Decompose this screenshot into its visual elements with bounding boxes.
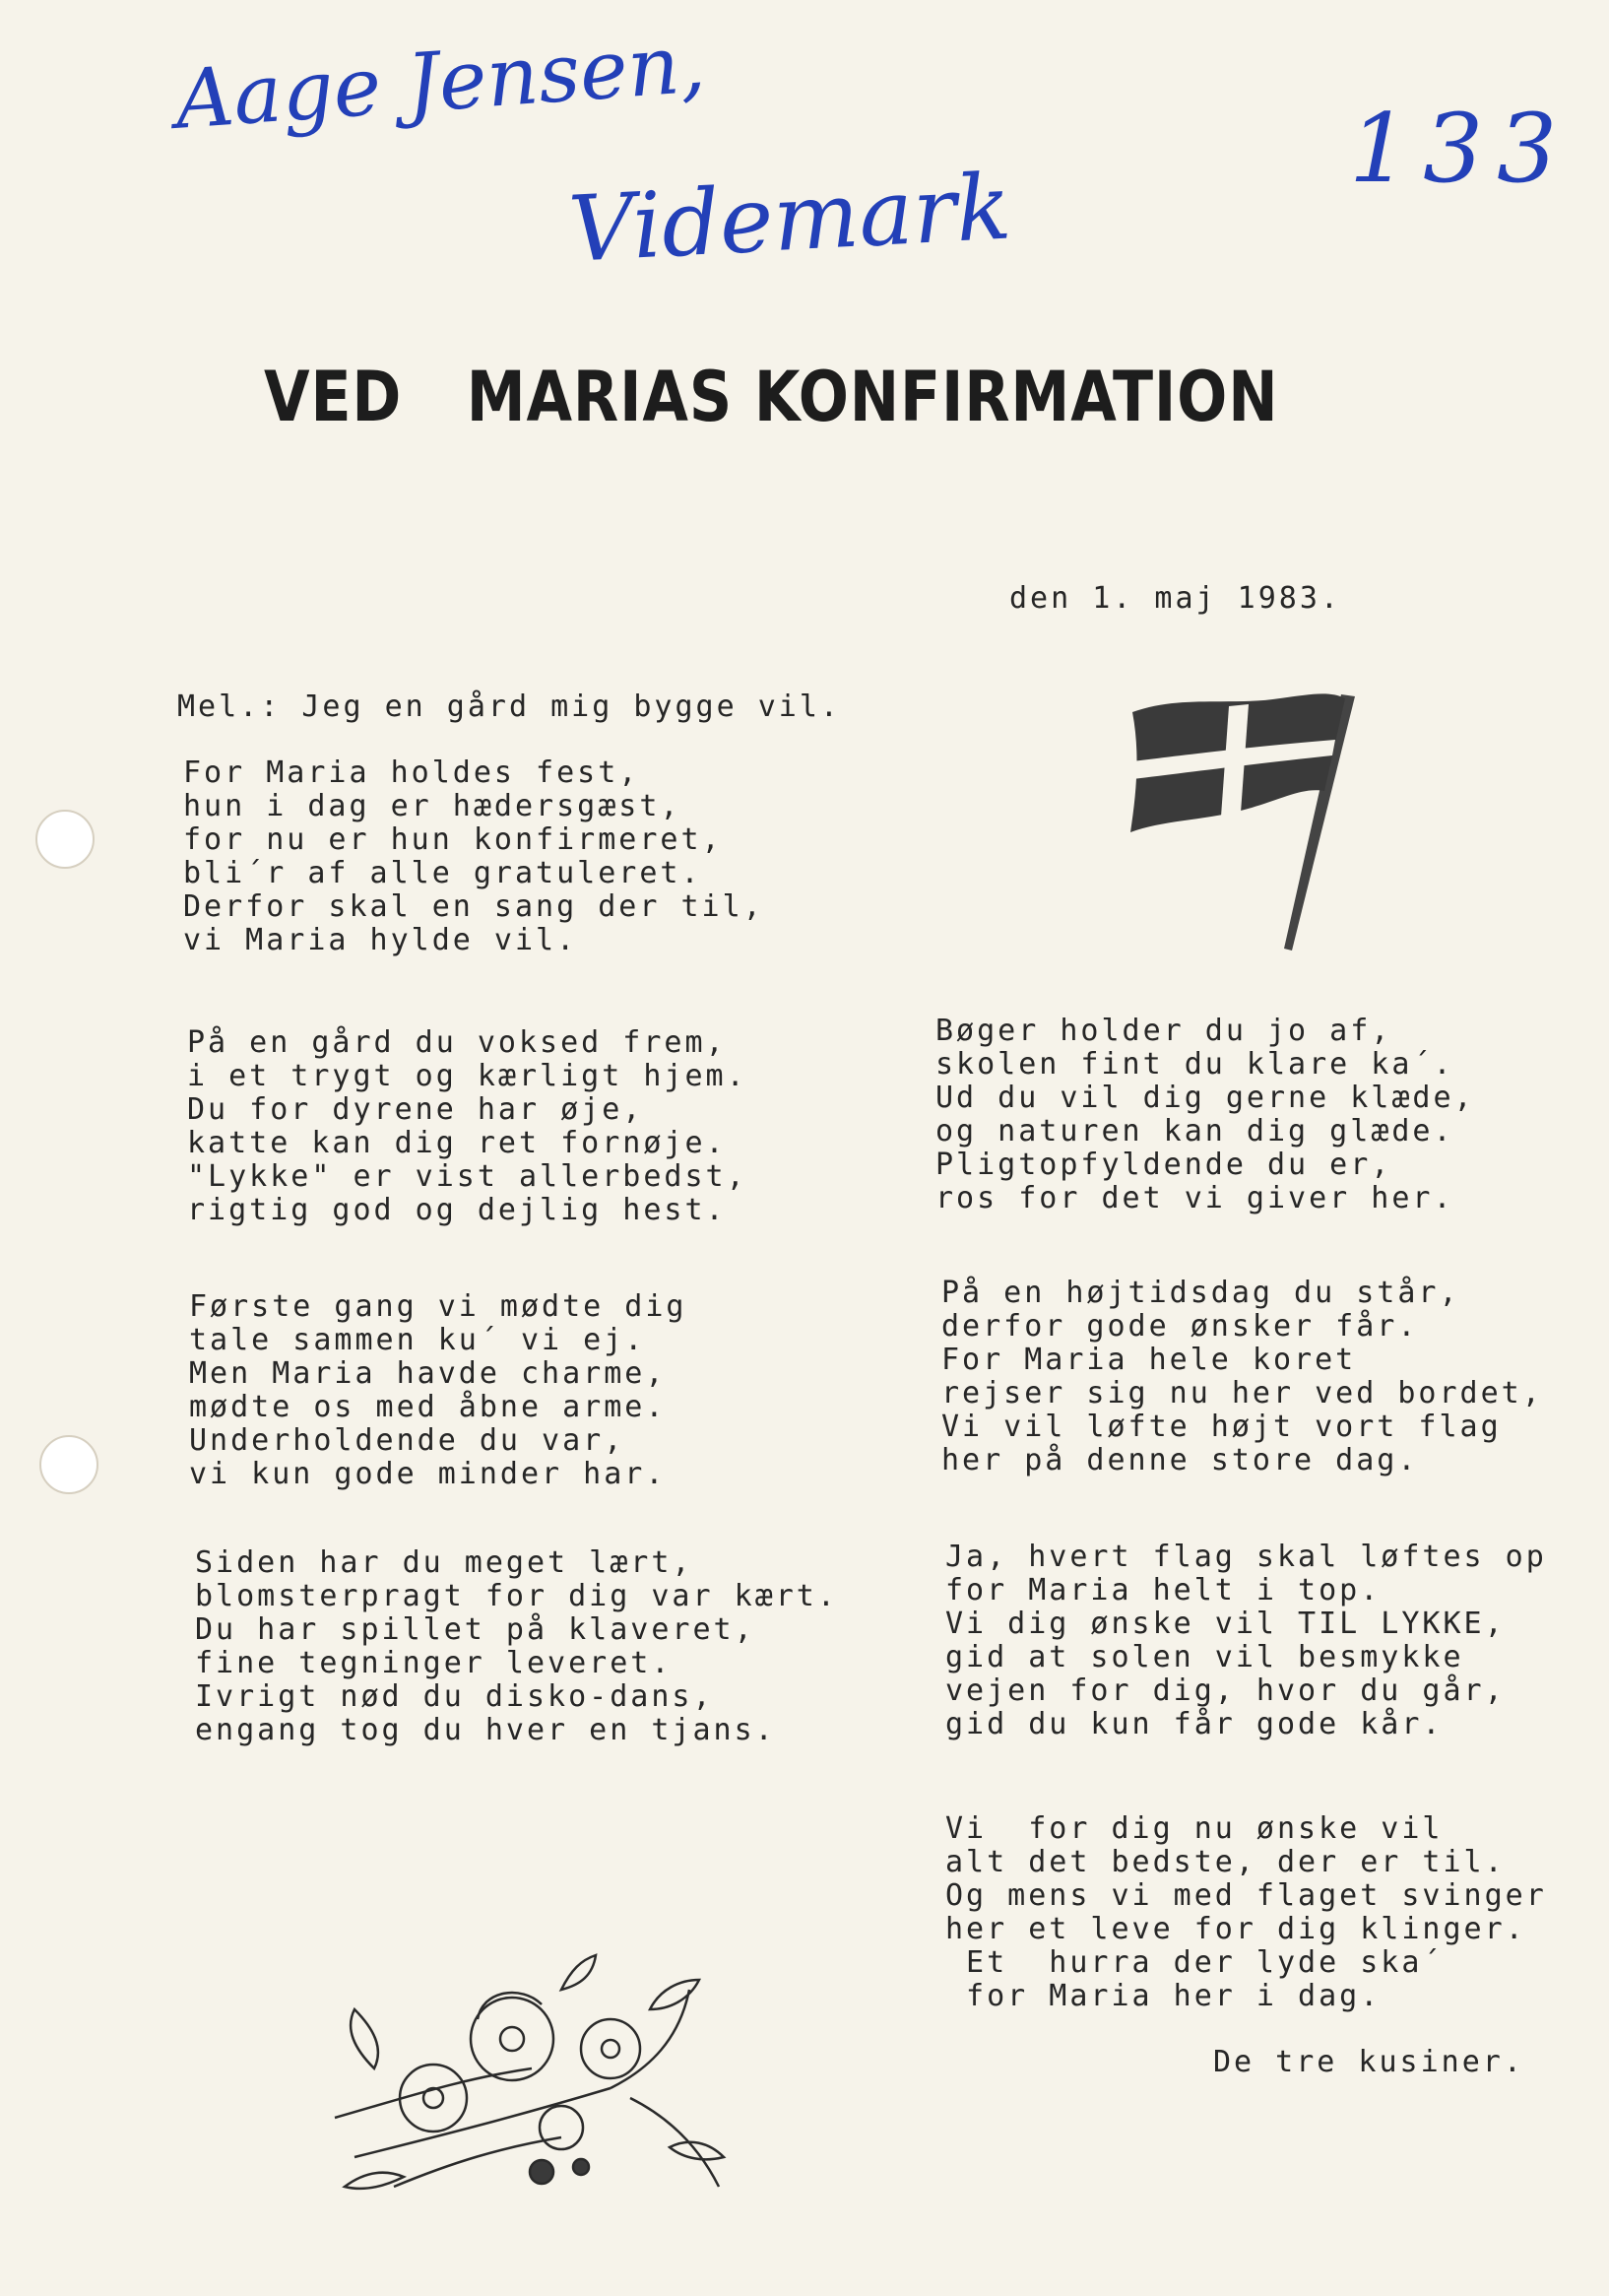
verse-line: her et leve for dig klinger. bbox=[945, 1912, 1526, 1946]
right-stanza-1 bbox=[935, 1015, 1475, 1215]
left-stanza-1 bbox=[183, 756, 764, 957]
verse-line: derfor gode ønsker får. bbox=[941, 1309, 1419, 1344]
leaf bbox=[561, 1955, 596, 1990]
verse-line: Bøger holder du jo af, bbox=[935, 1014, 1392, 1048]
verse-line: for Maria her i dag. bbox=[945, 1979, 1382, 2013]
verse-line: katte kan dig ret fornøje. bbox=[187, 1126, 727, 1160]
handwritten-place: Videmark bbox=[566, 154, 1014, 283]
punch-hole-top bbox=[35, 810, 95, 869]
verse-line: Ja, hvert flag skal løftes op bbox=[945, 1540, 1547, 1574]
verse-line: Du for dyrene har øje, bbox=[187, 1092, 644, 1127]
handwritten-name: Aage Jensen, bbox=[172, 17, 709, 148]
verse-line: hun i dag er hædersgæst, bbox=[183, 789, 681, 823]
berry bbox=[573, 2159, 589, 2175]
verse-line: gid du kun får gode kår. bbox=[945, 1707, 1444, 1741]
flower-center bbox=[500, 2027, 524, 2051]
verse-line: tale sammen ku´ vi ej. bbox=[189, 1323, 646, 1357]
verse-line: vi Maria hylde vil. bbox=[183, 923, 578, 957]
left-stanza-4 bbox=[195, 1546, 838, 1747]
flag-icon bbox=[1123, 685, 1359, 960]
flower-petal bbox=[400, 2065, 467, 2132]
leaf bbox=[650, 1980, 699, 2009]
verse-line: rejser sig nu her ved bordet, bbox=[941, 1376, 1543, 1410]
verse-line: blomsterpragt for dig var kært. bbox=[195, 1579, 838, 1613]
verse-line: Siden har du meget lært, bbox=[195, 1545, 693, 1580]
handwritten-number: 133 bbox=[1349, 94, 1572, 204]
verse-line: Men Maria havde charme, bbox=[189, 1356, 667, 1391]
verse-line: Pligtopfyldende du er, bbox=[935, 1148, 1392, 1182]
flower-petal bbox=[471, 1998, 553, 2080]
verse-line: i et trygt og kærligt hjem. bbox=[187, 1059, 747, 1093]
verse-line: Vi dig ønske vil TIL LYKKE, bbox=[945, 1607, 1506, 1641]
verse-line: Derfor skal en sang der til, bbox=[183, 889, 764, 924]
verse-line: alt det bedste, der er til. bbox=[945, 1845, 1506, 1879]
flower-petal bbox=[581, 2019, 640, 2078]
verse-line: Vi vil løfte højt vort flag bbox=[941, 1410, 1502, 1444]
verse-line: Og mens vi med flaget svinger bbox=[945, 1878, 1547, 1913]
verse-line: engang tog du hver en tjans. bbox=[195, 1713, 776, 1747]
verse-line: vi kun gode minder har. bbox=[189, 1457, 667, 1491]
punch-hole-bottom bbox=[39, 1435, 98, 1494]
verse-line: gid at solen vil besmykke bbox=[945, 1640, 1464, 1674]
flower-petal bbox=[540, 2106, 583, 2149]
verse-line: for nu er hun konfirmeret, bbox=[183, 822, 723, 857]
verse-line: ros for det vi giver her. bbox=[935, 1181, 1454, 1215]
verse-line: vejen for dig, hvor du går, bbox=[945, 1673, 1506, 1708]
verse-line: For Maria holdes fest, bbox=[183, 755, 640, 790]
verse-line: Ud du vil dig gerne klæde, bbox=[935, 1081, 1475, 1115]
verse-line: "Lykke" er vist allerbedst, bbox=[187, 1159, 747, 1194]
verse-line: rigtig god og dejlig hest. bbox=[187, 1193, 727, 1227]
verse-line: På en højtidsdag du står, bbox=[941, 1276, 1460, 1310]
verse-line: Du har spillet på klaveret, bbox=[195, 1612, 755, 1647]
berry bbox=[530, 2160, 553, 2184]
verse-line: bli´r af alle gratuleret. bbox=[183, 856, 702, 890]
stem bbox=[335, 2068, 532, 2118]
flower-center bbox=[423, 2088, 443, 2108]
left-stanza-3 bbox=[189, 1290, 686, 1491]
melody-line: Mel.: Jeg en gård mig bygge vil. bbox=[177, 689, 841, 724]
page-title: VED MARIAS KONFIRMATION bbox=[264, 357, 1279, 437]
flower-illustration bbox=[315, 1950, 748, 2206]
right-stanza-2 bbox=[941, 1277, 1543, 1477]
verse-line: På en gård du voksed frem, bbox=[187, 1025, 727, 1060]
right-stanza-3 bbox=[945, 1541, 1547, 1741]
date-line: den 1. maj 1983. bbox=[1009, 581, 1341, 616]
verse-line: Et hurra der lyde ska´ bbox=[945, 1945, 1444, 1980]
verse-line: fine tegninger leveret. bbox=[195, 1646, 673, 1680]
leaf bbox=[351, 2009, 378, 2068]
verse-line: For Maria hele koret bbox=[941, 1343, 1357, 1377]
verse-line: her på denne store dag. bbox=[941, 1443, 1419, 1477]
stem bbox=[611, 1990, 689, 2088]
verse-line: skolen fint du klare ka´. bbox=[935, 1047, 1454, 1082]
verse-line: mødte os med åbne arme. bbox=[189, 1390, 667, 1424]
stem bbox=[630, 2098, 719, 2187]
verse-line: for Maria helt i top. bbox=[945, 1573, 1382, 1607]
verse-line: Vi for dig nu ønske vil bbox=[945, 1811, 1444, 1846]
flower-center bbox=[602, 2040, 619, 2058]
verse-line: Første gang vi mødte dig bbox=[189, 1289, 687, 1324]
right-stanza-4 bbox=[945, 1812, 1547, 2013]
left-stanza-2 bbox=[187, 1026, 747, 1227]
verse-line: Ivrigt nød du disko-dans, bbox=[195, 1679, 714, 1714]
verse-line: Underholdende du var, bbox=[189, 1423, 625, 1458]
signature-line: De tre kusiner. bbox=[1213, 2045, 1524, 2079]
verse-line: og naturen kan dig glæde. bbox=[935, 1114, 1454, 1148]
